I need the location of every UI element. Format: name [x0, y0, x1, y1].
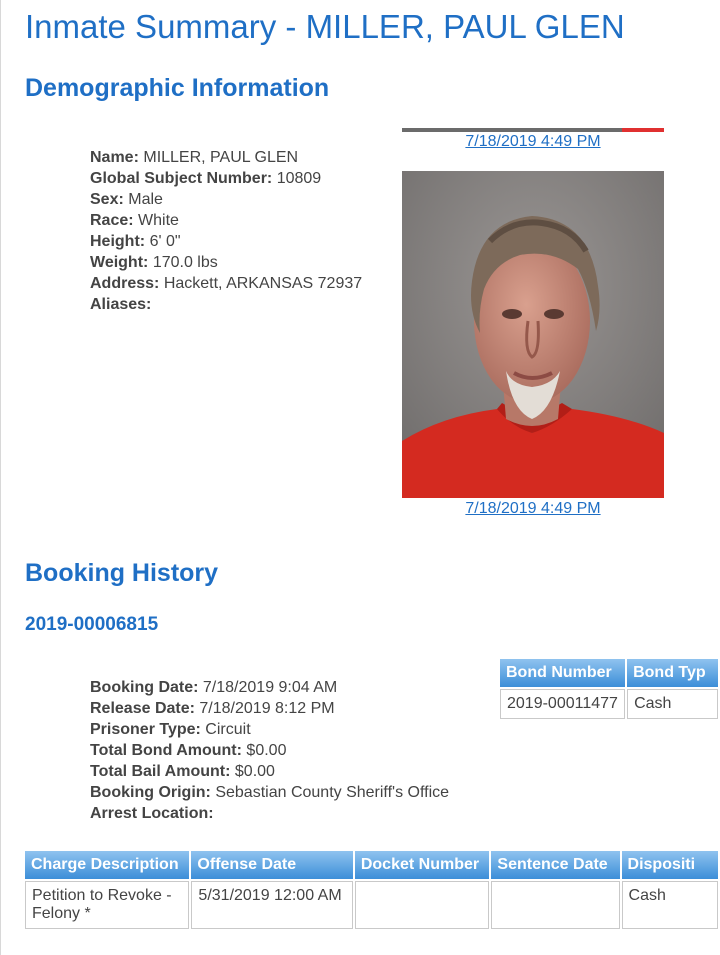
booking-history-heading: Booking History: [25, 559, 219, 587]
bond-type-cell: Cash: [627, 689, 718, 719]
booking-fields: [90, 677, 449, 824]
offense-date-cell: 5/31/2019 12:00 AM: [191, 881, 352, 929]
page-title: Inmate Summary - MILLER, PAUL GLEN: [25, 8, 625, 45]
weight-value: 170.0 lbs: [152, 254, 218, 271]
global-subject-number-value: 10809: [276, 170, 322, 187]
sex-row: Sex: Male: [90, 191, 163, 208]
charge-description-cell: Petition to Revoke - Felony *: [25, 881, 189, 929]
bond-number-cell: 2019-00011477: [500, 689, 625, 719]
disposition-header[interactable]: Dispositi: [622, 851, 718, 879]
booking-date-value: 7/18/2019 9:04 AM: [202, 679, 338, 696]
booking-origin-value: Sebastian County Sheriff's Office: [215, 784, 450, 801]
global-subject-number-row: Global Subject Number: 10809: [90, 170, 322, 187]
photo-date-link-top[interactable]: 7/18/2019 4:49 PM: [465, 133, 601, 150]
bond-number-header[interactable]: Bond Number: [500, 659, 625, 687]
photo-date-link-bottom[interactable]: 7/18/2019 4:49 PM: [465, 500, 601, 517]
race-row: Race: White: [90, 212, 179, 229]
table-row: [25, 881, 718, 929]
name-row: Name: MILLER, PAUL GLEN: [90, 149, 299, 166]
bond-table-header: [500, 659, 718, 687]
address-value: Hackett, ARKANSAS 72937: [163, 275, 363, 292]
sentence-date-header[interactable]: Sentence Date: [491, 851, 619, 879]
inmate-photo-image: [402, 171, 664, 498]
bond-table: [498, 657, 720, 721]
total-bond-amount-value: $0.00: [246, 742, 287, 759]
arrest-location-row: Arrest Location:: [90, 805, 214, 822]
left-border: [0, 0, 1, 955]
release-date-row: Release Date: 7/18/2019 8:12 PM: [90, 700, 335, 717]
total-bond-amount-row: Total Bond Amount: $0.00: [90, 742, 287, 759]
height-row: Height: 6' 0": [90, 233, 181, 250]
release-date-value: 7/18/2019 8:12 PM: [199, 700, 335, 717]
table-row: [500, 689, 718, 719]
charge-table: [23, 849, 720, 931]
demographic-heading: Demographic Information: [25, 74, 330, 102]
race-value: White: [138, 212, 179, 229]
prisoner-type-value: Circuit: [205, 721, 251, 738]
docket-number-cell: [355, 881, 490, 929]
booking-number: 2019-00006815: [25, 614, 159, 635]
height-value: 6' 0": [149, 233, 181, 250]
sex-value: Male: [128, 191, 163, 208]
demographic-fields: [90, 147, 362, 315]
inmate-photo[interactable]: [402, 171, 664, 498]
charge-description-header[interactable]: Charge Description: [25, 851, 189, 879]
prisoner-type-row: Prisoner Type: Circuit: [90, 721, 251, 738]
docket-number-header[interactable]: Docket Number: [355, 851, 490, 879]
total-bail-amount-row: Total Bail Amount: $0.00: [90, 763, 275, 780]
sentence-date-cell: [491, 881, 619, 929]
total-bail-amount-value: $0.00: [234, 763, 275, 780]
offense-date-header[interactable]: Offense Date: [191, 851, 352, 879]
aliases-row: Aliases:: [90, 296, 152, 313]
booking-origin-row: Booking Origin: Sebastian County Sheriff's Office: [90, 784, 450, 801]
charge-table-header: [25, 851, 718, 879]
weight-row: Weight: 170.0 lbs: [90, 254, 218, 271]
bond-type-header[interactable]: Bond Typ: [627, 659, 718, 687]
address-row: Address: Hackett, ARKANSAS 72937: [90, 275, 363, 292]
name-value: MILLER, PAUL GLEN: [143, 149, 299, 166]
booking-date-row: Booking Date: 7/18/2019 9:04 AM: [90, 679, 338, 696]
photo-divider: [402, 128, 664, 132]
disposition-cell: Cash: [622, 881, 718, 929]
